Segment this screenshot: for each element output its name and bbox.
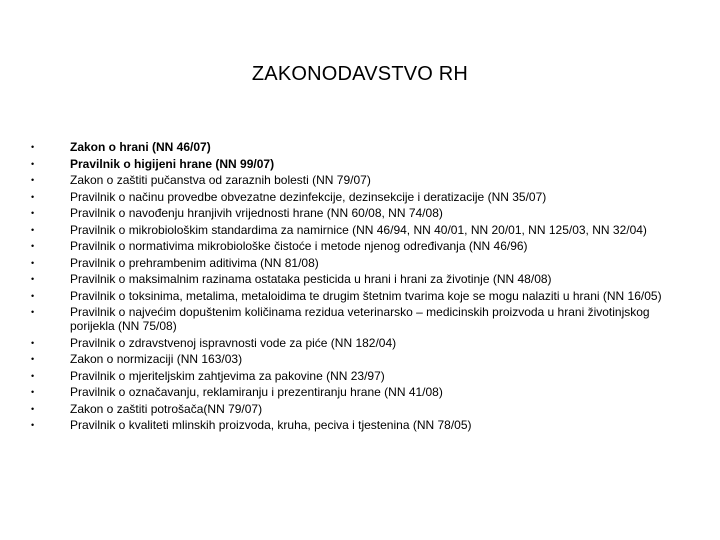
bullet-icon: •: [31, 142, 35, 152]
list-item-text: Zakon o zaštiti potrošača(NN 79/07): [70, 401, 263, 416]
list-item: [30, 256, 690, 270]
bullet-icon: •: [31, 403, 35, 414]
bullet-icon: •: [31, 257, 35, 268]
list-item-text: Pravilnik o navođenju hranjivih vrijednosti hrane (NN 60/08, NN 74/08): [70, 206, 443, 220]
list-item: [30, 206, 690, 220]
list-item: [30, 289, 690, 303]
list-item: [30, 336, 690, 350]
bullet-icon: •: [31, 370, 35, 381]
bullet-icon: •: [31, 274, 35, 284]
bullet-icon: •: [31, 208, 35, 218]
list-item-text: Zakon o normizaciji (NN 163/03): [70, 352, 243, 366]
bullet-icon: •: [31, 307, 35, 317]
list-item-text: Pravilnik o označavanju, reklamiranju i prezentiranju hrane (NN 41/08): [70, 385, 443, 399]
list-item: [30, 352, 690, 366]
bullet-icon: •: [31, 175, 35, 185]
bullet-icon: •: [31, 337, 35, 348]
page-title: ZAKONODAVSTVO RH: [251, 63, 469, 85]
list-item: [30, 239, 690, 253]
list-item: [30, 223, 690, 237]
list-item-text: Zakon o hrani (NN 46/07): [70, 140, 211, 154]
list-item: [30, 190, 690, 204]
bullet-icon: •: [31, 241, 35, 251]
bullet-icon: •: [31, 290, 35, 301]
list-item: [30, 385, 690, 399]
list-item-text: Pravilnik o zdravstvenoj ispravnosti vode za piće (NN 182/04): [70, 335, 397, 350]
list-item: [30, 173, 690, 187]
list-item: [30, 418, 690, 432]
list-item: [30, 157, 690, 171]
list-item: [30, 305, 690, 333]
legislation-list: [30, 140, 690, 435]
bullet-icon: •: [31, 420, 35, 430]
bullet-icon: •: [31, 387, 35, 397]
bullet-icon: •: [31, 191, 35, 202]
list-item-text: Zakon o zaštiti pučanstva od zaraznih bolesti (NN 79/07): [70, 173, 371, 187]
list-item-text: Pravilnik o normativima mikrobiološke čistoće i metode njenog određivanja (NN 46/96): [70, 239, 528, 253]
list-item-text: Pravilnik o mikrobiološkim standardima za namirnice (NN 46/94, NN 40/01, NN 20/01, NN 125/03, NN 32/04): [70, 222, 647, 237]
list-item-text: Pravilnik o mjeriteljskim zahtjevima za pakovine (NN 23/97): [70, 368, 385, 383]
bullet-icon: •: [31, 224, 35, 235]
list-item-text: Pravilnik o kvaliteti mlinskih proizvoda, kruha, peciva i tjestenina (NN 78/05): [70, 418, 472, 432]
list-item: [30, 369, 690, 383]
list-item-text: Pravilnik o prehrambenim aditivima (NN 81/08): [70, 255, 319, 270]
bullet-icon: •: [31, 354, 35, 364]
list-item: [30, 402, 690, 416]
list-item-text: Pravilnik o maksimalnim razinama ostataka pesticida u hrani i hrani za životinje (NN 48/08): [70, 272, 552, 286]
list-item-text: Pravilnik o najvećim dopuštenim količinama rezidua veterinarsko – medicinskih proizvoda u hrani životinjskog porijekla (NN 75/08): [70, 305, 650, 333]
list-item: [30, 272, 690, 286]
list-item: [30, 140, 690, 154]
bullet-icon: •: [31, 158, 35, 169]
list-item-text: Pravilnik o toksinima, metalima, metaloidima te drugim štetnim tvarima koje se mogu nalaziti u hrani (NN 16/05): [70, 288, 662, 303]
list-item-text: Pravilnik o higijeni hrane (NN 99/07): [70, 156, 275, 171]
list-item-text: Pravilnik o načinu provedbe obvezatne dezinfekcije, dezinsekcije i deratizacije (NN 35/07): [70, 189, 547, 204]
